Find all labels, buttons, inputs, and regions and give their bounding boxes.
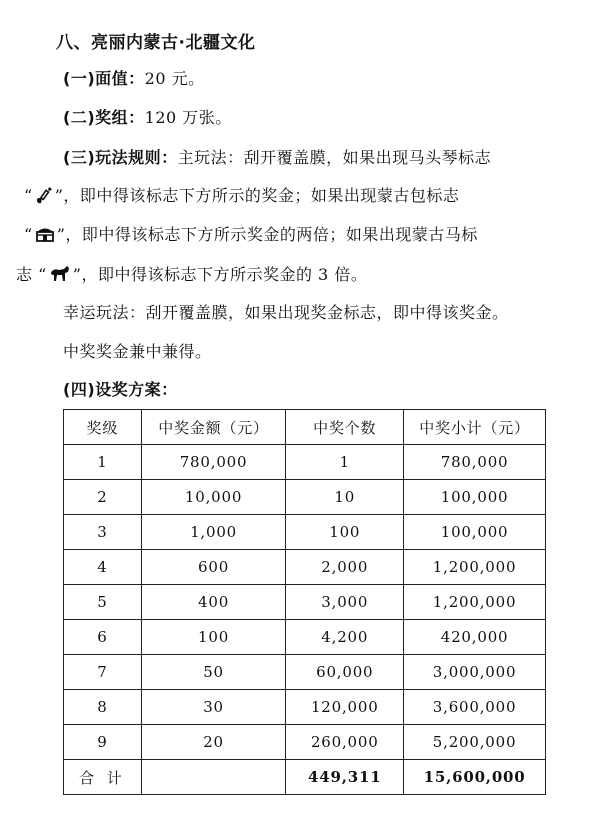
table-row [64, 655, 546, 690]
table-row-cell: 100 [286, 515, 404, 550]
rules-text-3: ”，即中得该标志下方所示奖金的两倍；如果出现蒙古马标 [56, 225, 478, 244]
table-row-cell: 1,000 [141, 515, 286, 550]
table-row-cell: 600 [141, 550, 286, 585]
table-row-cell: 5 [64, 585, 142, 620]
table-row-cell: 6 [64, 620, 142, 655]
table-row [64, 515, 546, 550]
table-row-cell: 780,000 [141, 445, 286, 480]
table-row-cell: 30 [141, 690, 286, 725]
prize-table [63, 409, 546, 795]
lucky-line: 幸运玩法：刮开覆盖膜，如果出现奖金标志，即中得该奖金。 [63, 303, 509, 322]
table-total-row [64, 760, 546, 795]
table-row [64, 725, 546, 760]
table-row-cell: 3,000,000 [404, 655, 546, 690]
table-total-row-cell: 合 计 [64, 760, 142, 795]
horse-icon [48, 264, 72, 289]
rules-text-1: 主玩法：刮开覆盖膜，如果出现马头琴标志 [177, 148, 492, 167]
table-header-row-cell: 中奖个数 [286, 410, 404, 445]
face-value-line [63, 69, 205, 89]
table-row [64, 550, 546, 585]
table-row-cell: 100 [141, 620, 286, 655]
table-row-cell: 2 [64, 480, 142, 515]
table-row-cell: 100,000 [404, 515, 546, 550]
table-total-row-cell: 449,311 [286, 760, 404, 795]
rules-line-4 [16, 264, 367, 289]
rules-label: (三)玩法规则： [63, 148, 178, 167]
table-row-cell: 120,000 [286, 690, 404, 725]
section-title: 八、亮丽内蒙古·北疆文化 [56, 33, 256, 53]
table-row-cell: 1,200,000 [404, 550, 546, 585]
combine-line: 中奖奖金兼中兼得。 [63, 342, 212, 361]
quote-open: “ [24, 186, 33, 205]
table-row-cell: 3,000 [286, 585, 404, 620]
quote-open-2: “ [24, 225, 33, 244]
table-row-cell: 2,000 [286, 550, 404, 585]
table-header-row-cell: 中奖金额（元） [141, 410, 286, 445]
rules-text-4: ”，即中得该标志下方所示奖金的 3 倍。 [72, 265, 368, 284]
table-row-cell: 100,000 [404, 480, 546, 515]
rules-line-3 [24, 224, 478, 249]
table-row-cell: 3,600,000 [404, 690, 546, 725]
rules-line-2 [24, 185, 459, 210]
table-row-cell: 260,000 [286, 725, 404, 760]
table-row-cell: 4 [64, 550, 142, 585]
table-row [64, 585, 546, 620]
table-row-cell: 8 [64, 690, 142, 725]
face-value-text: 20 元。 [144, 69, 205, 88]
table-row-cell: 1,200,000 [404, 585, 546, 620]
yurt-icon [34, 224, 56, 249]
table-row-cell: 4,200 [286, 620, 404, 655]
plan-label: (四)设奖方案： [63, 380, 178, 399]
table-row-cell: 780,000 [404, 445, 546, 480]
prize-group-text: 120 万张。 [144, 108, 232, 127]
table-row [64, 480, 546, 515]
prize-group-label: (二)奖组： [63, 108, 145, 127]
prize-group-line [63, 108, 232, 128]
table-row-cell: 5,200,000 [404, 725, 546, 760]
table-row-cell: 9 [64, 725, 142, 760]
table-row [64, 690, 546, 725]
table-row-cell: 60,000 [286, 655, 404, 690]
table-row [64, 445, 546, 480]
face-value-label: (一)面值： [63, 69, 145, 88]
rules-line-1 [63, 148, 491, 168]
morin-khuur-icon [34, 185, 54, 210]
table-total-row-cell: 15,600,000 [404, 760, 546, 795]
table-row-cell: 10 [286, 480, 404, 515]
prize-table-body [64, 410, 546, 795]
table-row-cell: 400 [141, 585, 286, 620]
rules-prefix-4: 志 “ [16, 265, 47, 284]
table-row-cell: 10,000 [141, 480, 286, 515]
table-row-cell: 7 [64, 655, 142, 690]
table-row-cell: 20 [141, 725, 286, 760]
table-row-cell: 50 [141, 655, 286, 690]
table-row-cell: 1 [64, 445, 142, 480]
table-total-row-cell [141, 760, 286, 795]
rules-text-2: ”，即中得该标志下方所示的奖金；如果出现蒙古包标志 [54, 186, 460, 205]
table-row-cell: 1 [286, 445, 404, 480]
table-header-row [64, 410, 546, 445]
table-header-row-cell: 奖级 [64, 410, 142, 445]
table-row [64, 620, 546, 655]
table-row-cell: 420,000 [404, 620, 546, 655]
table-row-cell: 3 [64, 515, 142, 550]
table-header-row-cell: 中奖小计（元） [404, 410, 546, 445]
